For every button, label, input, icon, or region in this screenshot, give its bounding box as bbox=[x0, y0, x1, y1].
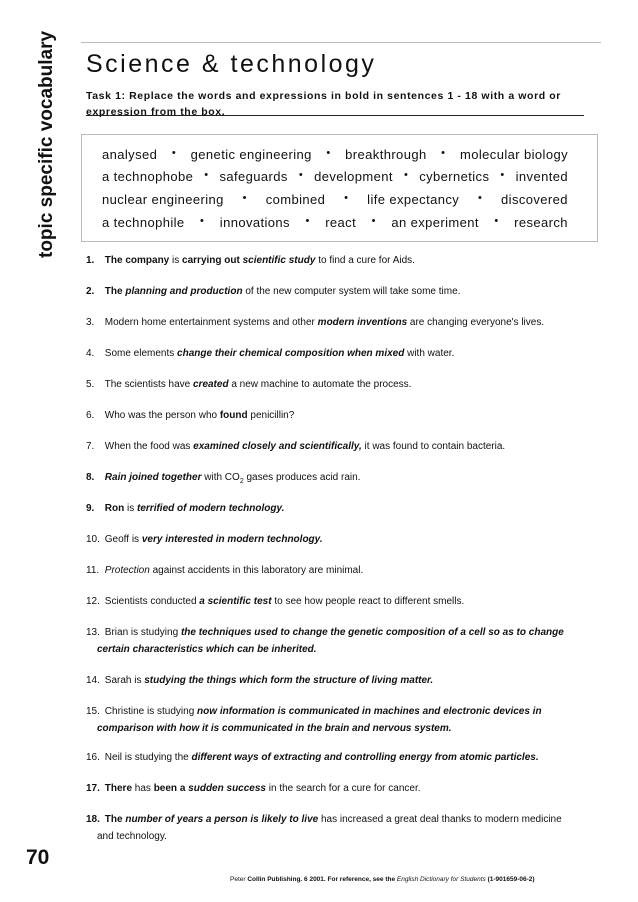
italic-phrase: Protection bbox=[104, 565, 150, 576]
sentence-text: against accidents in this laboratory are minimal. bbox=[149, 565, 364, 576]
sentence-3 bbox=[86, 314, 586, 331]
sentence-8 bbox=[86, 469, 586, 490]
bold-phrase: modern inventions bbox=[317, 317, 408, 328]
word-row bbox=[102, 147, 568, 162]
sentence-text: Scientists conducted bbox=[104, 596, 200, 607]
sentence-1 bbox=[86, 252, 586, 269]
bullet-separator: • bbox=[298, 169, 304, 181]
bullet-separator: • bbox=[403, 169, 409, 181]
sentence-text: Modern home entertainment systems and other bbox=[104, 317, 318, 328]
footer-isbn: (1-901659-06-2) bbox=[485, 876, 535, 883]
sentence-text: of the new computer system will take some time. bbox=[242, 286, 461, 297]
sentence-number: 1. bbox=[86, 255, 95, 266]
sentence-number: 7. bbox=[86, 441, 95, 452]
page-number: 70 bbox=[26, 846, 50, 869]
sentence-2 bbox=[86, 283, 586, 300]
bold-phrase: very interested in modern technology. bbox=[141, 534, 323, 545]
word-item: analysed bbox=[102, 147, 158, 162]
bold-phrase: studying the things which form the structure of living matter. bbox=[144, 675, 434, 686]
bullet-separator: • bbox=[171, 147, 177, 159]
word-item: react bbox=[325, 215, 357, 230]
sentence-number: 16. bbox=[86, 752, 100, 763]
sentence-11 bbox=[86, 562, 586, 579]
bold-phrase: planning and production bbox=[125, 286, 243, 297]
bold-phrase: the techniques used to change the genetic composition of a cell so as to change bbox=[180, 627, 564, 638]
sentence-4 bbox=[86, 345, 586, 362]
word-item: an experiment bbox=[391, 215, 479, 230]
word-item: nuclear engineering bbox=[102, 192, 224, 207]
footer-text: Collin Publishing. 6 2001. For reference, see the bbox=[247, 876, 397, 883]
sentence-text: The scientists have bbox=[104, 379, 193, 390]
word-item: combined bbox=[265, 192, 326, 207]
bullet-separator: • bbox=[371, 215, 376, 227]
footer-dictionary-title: English Dictionary for Students bbox=[396, 876, 486, 883]
bullet-separator: • bbox=[494, 215, 499, 227]
sentence-text: a new machine to automate the process. bbox=[228, 379, 412, 390]
bold-phrase: change their chemical composition when mixed bbox=[177, 348, 405, 359]
bold-phrase: Ron bbox=[104, 503, 125, 514]
sentence-7 bbox=[86, 438, 586, 455]
bold-phrase: now information is communicated in machines and electronic devices in bbox=[197, 706, 542, 717]
word-row bbox=[102, 169, 568, 184]
bullet-separator: • bbox=[441, 147, 446, 159]
word-item: breakthrough bbox=[345, 147, 427, 162]
sentence-text: Brian is studying bbox=[104, 627, 181, 638]
sentence-text: are changing everyone's lives. bbox=[407, 317, 545, 328]
bold-phrase: comparison with how it is communicated in the brain and nervous system. bbox=[97, 723, 452, 734]
bold-phrase: Rain bbox=[104, 472, 130, 483]
sentence-text: it was found to contain bacteria. bbox=[361, 441, 506, 452]
sentence-number: 18. bbox=[86, 814, 100, 825]
word-item: a technophile bbox=[102, 215, 185, 230]
sentence-text: with CO bbox=[201, 472, 240, 483]
bold-phrase: found bbox=[219, 410, 248, 421]
bold-phrase: There bbox=[104, 783, 133, 794]
sentence-16 bbox=[86, 749, 586, 766]
task-underline bbox=[86, 115, 584, 116]
sentence-number: 2. bbox=[86, 286, 95, 297]
sentence-text: has bbox=[132, 783, 154, 794]
word-item: genetic engineering bbox=[190, 147, 312, 162]
sentence-10 bbox=[86, 531, 586, 548]
sentence-number: 12. bbox=[86, 596, 100, 607]
sentence-number: 13. bbox=[86, 627, 100, 638]
bold-phrase: certain characteristics which can be inherited. bbox=[97, 644, 317, 655]
sentence-17 bbox=[86, 780, 586, 797]
word-item: safeguards bbox=[219, 169, 288, 184]
sentence-9 bbox=[86, 500, 586, 517]
word-item: development bbox=[314, 169, 393, 184]
word-item: life expectancy bbox=[367, 192, 460, 207]
bold-phrase: terrified of modern technology. bbox=[137, 503, 285, 514]
word-item: cybernetics bbox=[419, 169, 490, 184]
bullet-separator: • bbox=[242, 192, 247, 204]
bullet-separator: • bbox=[344, 192, 349, 204]
word-item: invented bbox=[515, 169, 568, 184]
sentence-text: Sarah is bbox=[104, 675, 145, 686]
word-box bbox=[81, 134, 598, 242]
word-item: research bbox=[514, 215, 568, 230]
sentence-text: Geoff is bbox=[104, 534, 142, 545]
subscript: 2 bbox=[239, 478, 244, 485]
bullet-separator: • bbox=[326, 147, 331, 159]
bold-phrase: number of years a person is likely to live bbox=[125, 814, 319, 825]
bold-phrase: examined closely and scientifically, bbox=[193, 441, 362, 452]
sentence-text: gases produces acid rain. bbox=[243, 472, 361, 483]
sentence-number: 10. bbox=[86, 534, 100, 545]
bold-phrase: been a bbox=[153, 783, 186, 794]
sentence-14 bbox=[86, 672, 586, 689]
bullet-separator: • bbox=[477, 192, 483, 204]
bold-phrase: created bbox=[192, 379, 229, 390]
bold-phrase: carrying out bbox=[182, 255, 240, 266]
bold-phrase: The company bbox=[104, 255, 170, 266]
bold-phrase: The bbox=[104, 286, 126, 297]
sentence-text: Christine is studying bbox=[104, 706, 198, 717]
bold-phrase: a scientific test bbox=[199, 596, 272, 607]
sentence-number: 3. bbox=[86, 317, 95, 328]
sentence-text: Some elements bbox=[104, 348, 178, 359]
sentence-text: with water. bbox=[404, 348, 455, 359]
word-item: molecular biology bbox=[460, 147, 568, 162]
word-item: discovered bbox=[501, 192, 568, 207]
sentence-text: has increased a great deal thanks to modern medicine bbox=[318, 814, 562, 825]
sentence-5 bbox=[86, 376, 586, 393]
sentence-text: When the food was bbox=[104, 441, 194, 452]
word-row bbox=[102, 215, 568, 230]
sentence-number: 14. bbox=[86, 675, 100, 686]
sentence-text: is bbox=[124, 503, 138, 514]
sentence-text: Neil is studying the bbox=[104, 752, 192, 763]
sentence-18 bbox=[86, 811, 586, 845]
sentence-text: in the search for a cure for cancer. bbox=[265, 783, 421, 794]
footer-text: Peter bbox=[230, 876, 248, 883]
word-item: a technophobe bbox=[102, 169, 194, 184]
bold-phrase: sudden success bbox=[188, 783, 266, 794]
sentence-number: 6. bbox=[86, 410, 95, 421]
sentence-number: 11. bbox=[86, 565, 100, 576]
sentence-15 bbox=[86, 703, 586, 737]
sentence-number: 15. bbox=[86, 706, 100, 717]
sentence-13 bbox=[86, 624, 586, 658]
bold-phrase: joined together bbox=[129, 472, 202, 483]
sentence-text: and technology. bbox=[97, 831, 167, 842]
sentence-text: Who was the person who bbox=[104, 410, 220, 421]
sentence-number: 5. bbox=[86, 379, 95, 390]
bold-phrase: scientific study bbox=[242, 255, 316, 266]
word-item: innovations bbox=[219, 215, 290, 230]
top-divider bbox=[81, 42, 601, 43]
sentence-number: 17. bbox=[86, 783, 100, 794]
sentence-text: to see how people react to different smells. bbox=[271, 596, 465, 607]
sentence-number: 8. bbox=[86, 472, 95, 483]
word-row bbox=[102, 192, 568, 207]
bold-phrase: different ways of extracting and controlling energy from atomic particles. bbox=[191, 752, 539, 763]
sentence-6 bbox=[86, 407, 586, 424]
sentence-text: to find a cure for Aids. bbox=[315, 255, 415, 266]
topic-label: topic specific vocabulary bbox=[36, 30, 57, 258]
bullet-separator: • bbox=[204, 169, 209, 181]
page-title: Science & technology bbox=[86, 50, 377, 78]
sentence-number: 4. bbox=[86, 348, 95, 359]
sentence-text: penicillin? bbox=[247, 410, 295, 421]
bullet-separator: • bbox=[200, 215, 205, 227]
bold-phrase: The bbox=[104, 814, 123, 825]
sentence-text: is bbox=[169, 255, 183, 266]
bullet-separator: • bbox=[305, 215, 310, 227]
bullet-separator: • bbox=[500, 169, 505, 181]
sentence-number: 9. bbox=[86, 503, 95, 514]
task-instructions: Task 1: Replace the words and expressions in bold in sentences 1 - 18 with a word or expression from the box. bbox=[86, 90, 561, 118]
sentence-12 bbox=[86, 593, 586, 610]
copyright-footer bbox=[230, 876, 535, 883]
